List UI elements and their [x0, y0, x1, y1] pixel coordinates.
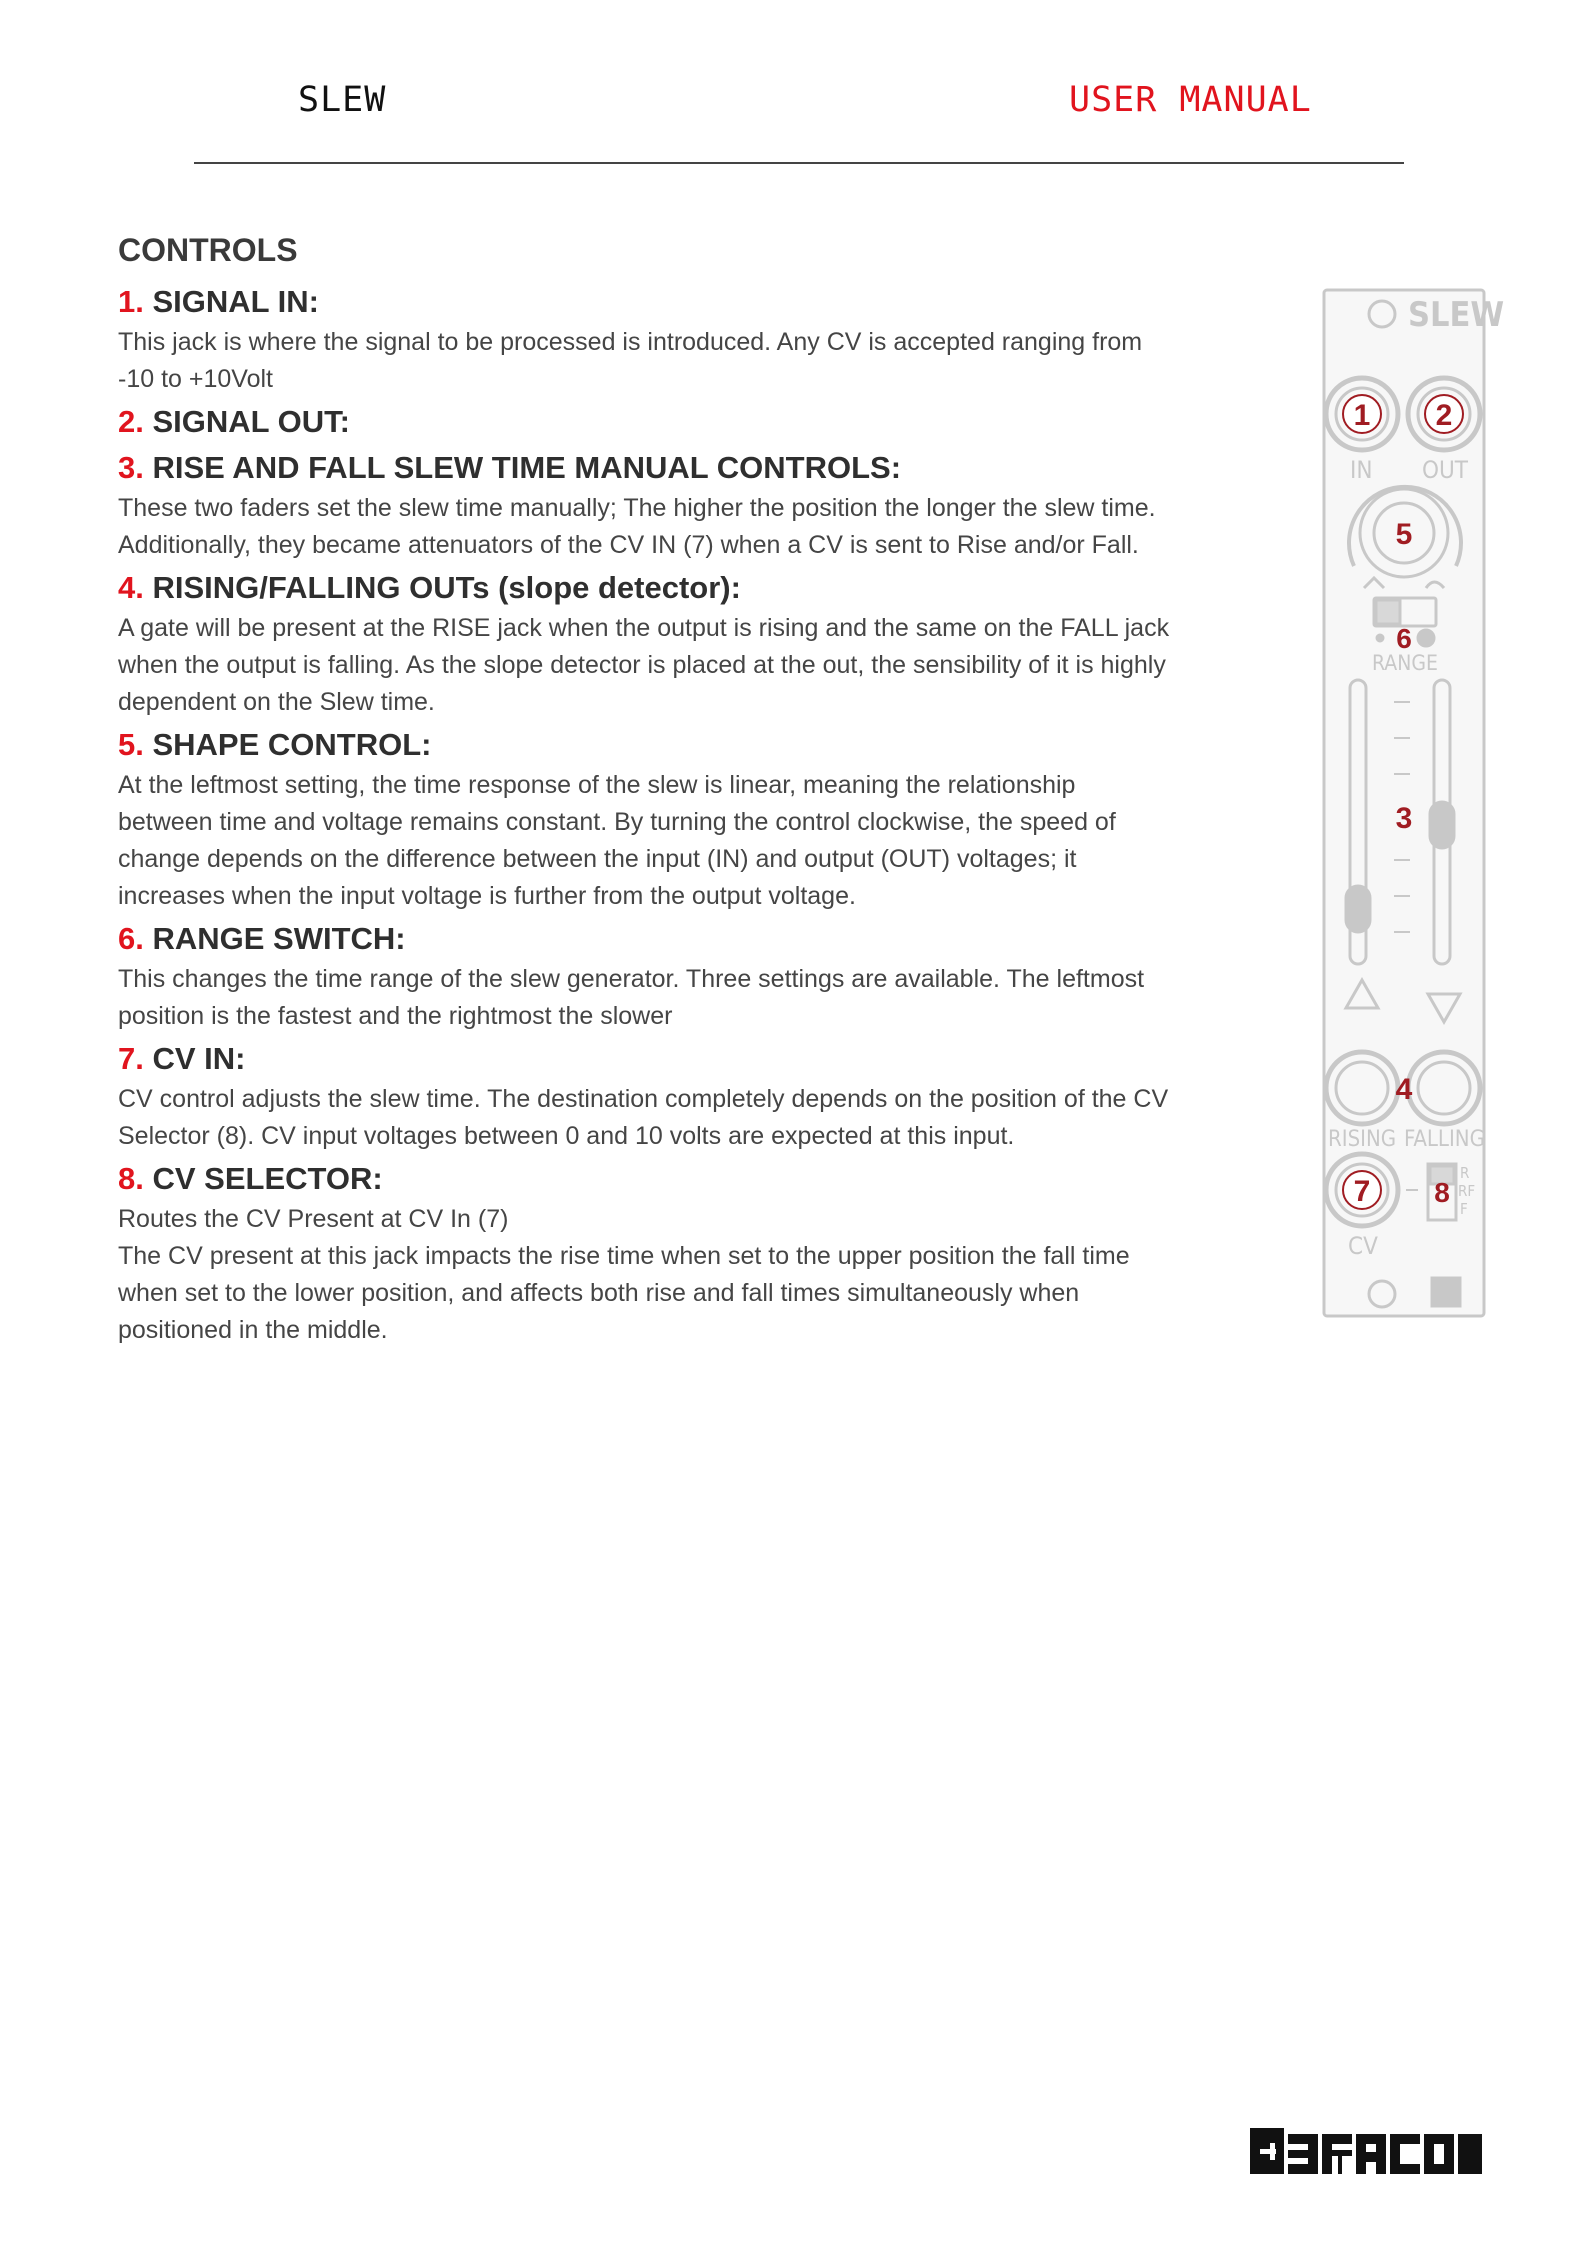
control-number: 3. — [118, 450, 144, 485]
control-title: CV SELECTOR: — [152, 1161, 383, 1196]
description-line: -10 to +10Volt — [118, 365, 273, 393]
out-label: OUT — [1422, 456, 1468, 484]
callout-7: 7 — [1353, 1175, 1371, 1208]
control-item — [118, 400, 1248, 444]
panel-title: SLEW — [1408, 295, 1505, 335]
header-module-name: SLEW — [298, 80, 387, 120]
control-item — [118, 566, 1248, 721]
control-item — [118, 280, 1248, 398]
description-line: dependent on the Slew time. — [118, 688, 435, 716]
description-line: At the leftmost setting, the time response of the slew is linear, meaning the relationship — [118, 771, 1076, 799]
rising-label: RISING — [1328, 1127, 1397, 1152]
description-line: when set to the lower position, and affects both rise and fall times simultaneously when — [118, 1279, 1080, 1307]
panel-brand-mark — [1432, 1278, 1460, 1306]
description-line: Selector (8). CV input voltages between 0 and 10 volts are expected at this input. — [118, 1122, 1015, 1150]
control-number: 8. — [118, 1161, 144, 1196]
control-heading — [118, 1157, 1248, 1201]
callout-6: 6 — [1396, 623, 1412, 654]
description-line: CV control adjusts the slew time. The destination completely depends on the position of the CV — [118, 1085, 1169, 1113]
control-title: SHAPE CONTROL: — [152, 727, 432, 762]
in-label: IN — [1350, 456, 1373, 484]
description-line: increases when the input voltage is further from the output voltage. — [118, 882, 856, 910]
control-item — [118, 723, 1248, 915]
description-line: Routes the CV Present at CV In (7) — [118, 1205, 509, 1233]
control-number: 5. — [118, 727, 144, 762]
control-number: 6. — [118, 921, 144, 956]
control-description — [118, 1081, 1248, 1155]
control-title: SIGNAL OUT: — [152, 404, 350, 439]
control-heading — [118, 566, 1248, 610]
header-divider — [194, 162, 1404, 164]
description-line: A gate will be present at the RISE jack when the output is rising and the same on the FALL jack — [118, 614, 1170, 642]
description-line: This jack is where the signal to be processed is introduced. Any CV is accepted ranging from — [118, 328, 1143, 356]
befaco-logo — [1250, 2128, 1482, 2174]
control-heading — [118, 917, 1248, 961]
description-line: Additionally, they became attenuators of the CV IN (7) when a CV is sent to Rise and/or Fall. — [118, 531, 1139, 559]
control-number: 1. — [118, 284, 144, 319]
control-description — [118, 1201, 1248, 1349]
controls-list — [118, 280, 1248, 1349]
description-line: The CV present at this jack impacts the rise time when set to the upper position the fall time — [118, 1242, 1130, 1270]
description-line: between time and voltage remains constant. By turning the control clockwise, the speed of — [118, 808, 1116, 836]
control-item — [118, 1037, 1248, 1155]
control-heading — [118, 446, 1248, 490]
control-title: RANGE SWITCH: — [152, 921, 406, 956]
control-description — [118, 324, 1248, 398]
control-title: RISE AND FALL SLEW TIME MANUAL CONTROLS: — [152, 450, 902, 485]
cv-label: CV — [1348, 1232, 1378, 1260]
description-line: positioned in the middle. — [118, 1316, 388, 1344]
module-panel-diagram — [1322, 288, 1505, 1320]
control-heading — [118, 723, 1248, 767]
control-description — [118, 490, 1248, 564]
selector-rf-label: RF — [1458, 1182, 1476, 1200]
control-number: 7. — [118, 1041, 144, 1076]
description-line: when the output is falling. As the slope detector is placed at the out, the sensibility of it is highly — [118, 651, 1166, 679]
control-title: SIGNAL IN: — [152, 284, 319, 319]
description-line: position is the fastest and the rightmost the slower — [118, 1002, 673, 1030]
description-line: These two faders set the slew time manually; The higher the position the longer the slew time. — [118, 494, 1156, 522]
selector-r-label: R — [1460, 1164, 1470, 1182]
callout-8: 8 — [1434, 1177, 1450, 1208]
control-heading — [118, 280, 1248, 324]
description-line: This changes the time range of the slew generator. Three settings are available. The leftmost — [118, 965, 1145, 993]
control-description — [118, 610, 1248, 721]
callout-2: 2 — [1435, 399, 1453, 432]
header-doc-type: USER MANUAL — [1069, 80, 1312, 120]
section-title: CONTROLS — [118, 232, 298, 268]
callout-1: 1 — [1353, 399, 1371, 432]
range-label: RANGE — [1372, 651, 1438, 675]
selector-f-label: F — [1460, 1200, 1468, 1218]
control-item — [118, 446, 1248, 564]
control-item — [118, 917, 1248, 1035]
control-number: 4. — [118, 570, 144, 605]
callout-3: 3 — [1395, 802, 1413, 835]
control-title: RISING/FALLING OUTs (slope detector): — [152, 570, 741, 605]
control-description — [118, 961, 1248, 1035]
control-heading — [118, 400, 1248, 444]
control-description — [118, 767, 1248, 915]
callout-5: 5 — [1395, 518, 1413, 551]
control-item — [118, 1157, 1248, 1349]
controls-section — [118, 224, 1248, 1349]
description-line: change depends on the difference between the input (IN) and output (OUT) voltages; it — [118, 845, 1077, 873]
control-number: 2. — [118, 404, 144, 439]
callout-4: 4 — [1395, 1073, 1413, 1106]
control-title: CV IN: — [152, 1041, 246, 1076]
control-heading — [118, 1037, 1248, 1081]
falling-label: FALLING — [1404, 1127, 1485, 1152]
